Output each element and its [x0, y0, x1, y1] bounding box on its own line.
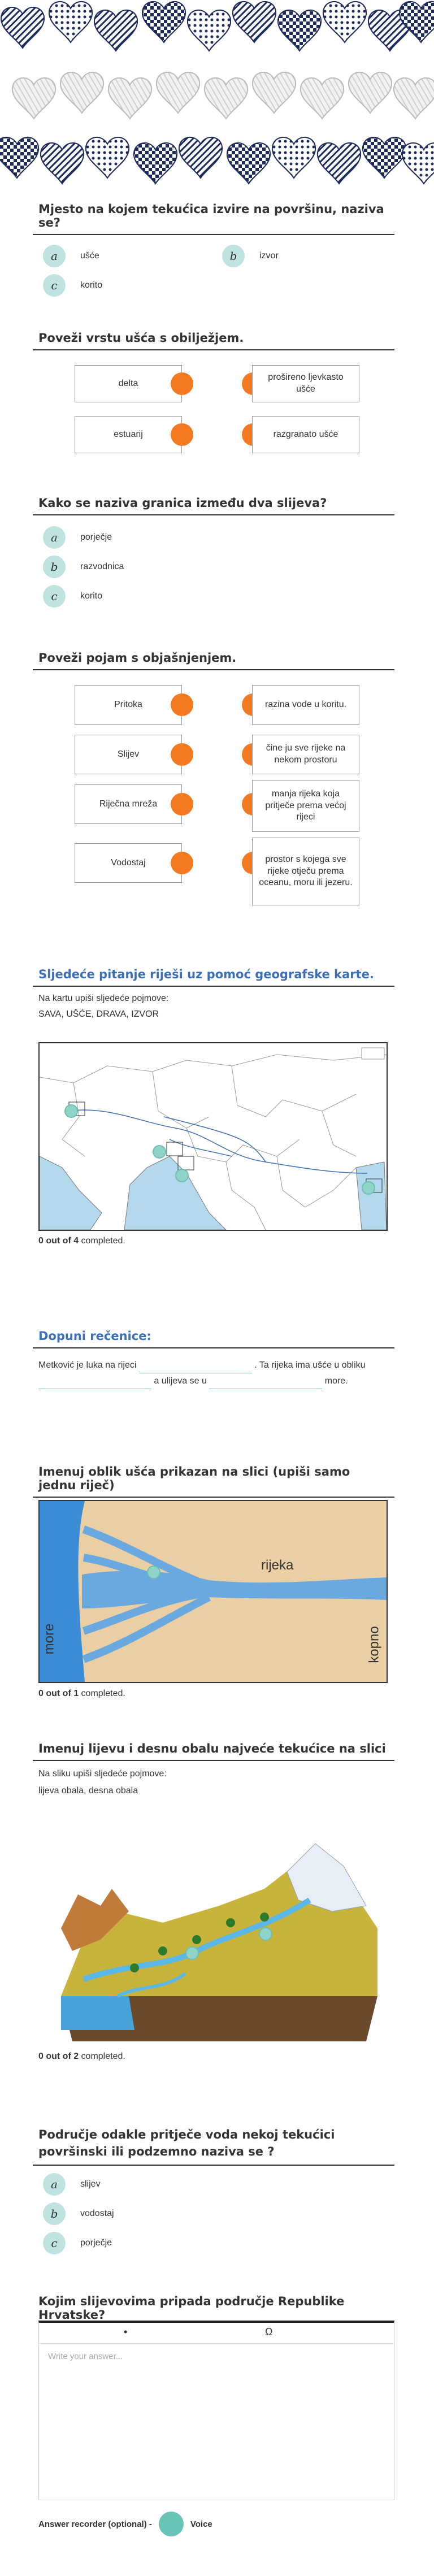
option-b[interactable] [43, 554, 394, 580]
connector-dot[interactable] [171, 793, 193, 816]
option-letter: b [43, 2202, 66, 2225]
option-letter: c [43, 2232, 66, 2254]
map-hotspot-2[interactable] [153, 1145, 166, 1159]
option-text: porječje [80, 2238, 112, 2248]
question-title: Poveži vrstu ušća s obilježjem. [33, 331, 394, 350]
question-3 [33, 496, 394, 621]
label-river: rijeka [261, 1558, 294, 1573]
image-hotspot-2[interactable] [259, 1927, 272, 1941]
blank-input-3[interactable] [209, 1377, 322, 1389]
special-char-icon[interactable]: Ω [265, 2326, 273, 2338]
landscape-drawing [50, 1827, 377, 2041]
recorder-label: Answer recorder (optional) - [38, 2519, 152, 2529]
match-left-delta[interactable]: delta [75, 365, 182, 402]
blank-input-1[interactable] [139, 1361, 252, 1373]
match-right-3[interactable]: manja rijeka koja pritječe prema većoj rijeci [252, 780, 359, 832]
option-text: slijev [80, 2179, 101, 2189]
progress-text: 0 out of 2 completed. [38, 2052, 125, 2061]
option-a[interactable] [43, 2171, 394, 2197]
hearts-banner [0, 0, 434, 187]
question-10 [33, 2295, 394, 2538]
option-text: izvor [259, 251, 279, 261]
terms-list: lijeva obala, desna obala [38, 1786, 138, 1796]
option-letter: a [43, 526, 66, 549]
bullet-list-icon[interactable]: • [124, 2326, 128, 2338]
match-right-1[interactable]: prošireno ljevkasto ušće [252, 365, 359, 402]
option-text: vodostaj [80, 2209, 114, 2218]
question-title: Imenuj lijevu i desnu obalu najveće tekućice na slici [33, 1742, 394, 1761]
answer-editor[interactable] [38, 2321, 394, 2500]
option-text: razvodnica [80, 562, 124, 571]
option-letter: a [43, 245, 66, 267]
map-hotspot-3[interactable] [175, 1169, 189, 1182]
match-right-2[interactable]: razgranato ušće [252, 416, 359, 453]
question-title: Sljedeće pitanje riješi uz pomoć geografske karte. [33, 968, 394, 987]
record-button[interactable] [159, 2512, 184, 2536]
question-6 [33, 1329, 394, 1420]
question-7 [33, 1465, 394, 1714]
map-hotspot-1[interactable] [64, 1104, 78, 1118]
match-left-4[interactable]: Vodostaj [75, 843, 182, 883]
option-text: korito [80, 280, 103, 290]
option-c[interactable] [43, 583, 394, 609]
option-c[interactable] [43, 2230, 394, 2256]
match-right-2[interactable]: čine ju sve rijeke na nekom prostoru [252, 735, 359, 774]
option-letter: b [43, 556, 66, 578]
connector-dot[interactable] [171, 852, 193, 874]
question-title: Kojim slijevovima pripada područje Republike Hrvatske? [38, 2295, 345, 2322]
option-a[interactable] [43, 524, 394, 550]
answer-textarea[interactable]: Write your answer... [48, 2352, 123, 2361]
editor-toolbar [39, 2323, 394, 2344]
connector-dot[interactable] [171, 693, 193, 716]
connector-dot[interactable] [171, 423, 193, 446]
label-sea: more [41, 1623, 57, 1655]
connector-dot[interactable] [171, 372, 193, 395]
question-9 [33, 2126, 394, 2267]
option-b[interactable] [222, 243, 279, 269]
option-letter: a [43, 2173, 66, 2196]
instruction: Na sliku upiši sljedeće pojmove: [38, 1769, 167, 1779]
option-letter: c [43, 585, 66, 608]
match-left-3[interactable]: Riječna mreža [75, 784, 182, 824]
match-right-1[interactable]: razina vode u koritu. [252, 685, 359, 725]
match-left-2[interactable]: Slijev [75, 735, 182, 774]
option-text: porječje [80, 532, 112, 542]
instruction: Na kartu upiši sljedeće pojmove: [38, 994, 169, 1003]
option-text: ušće [80, 251, 99, 261]
fill-sentence: Metković je luka na rijeci . Ta rijeka ima ušće u obliku a ulijeva se u more. [33, 1348, 394, 1389]
voice-label[interactable]: Voice [190, 2519, 212, 2529]
image-hotspot[interactable] [147, 1565, 160, 1579]
option-b[interactable] [43, 2201, 394, 2227]
question-title: Poveži pojam s objašnjenjem. [33, 651, 394, 670]
option-c[interactable] [43, 272, 102, 298]
progress-text: 0 out of 1 completed. [38, 1689, 125, 1698]
option-letter: c [43, 274, 66, 297]
question-title: Dopuni rečenice: [33, 1329, 394, 1348]
option-letter: b [222, 245, 245, 267]
terms-list: SAVA, UŠĆE, DRAVA, IZVOR [38, 1009, 159, 1019]
question-title: Područje odakle pritječe voda nekoj tekućici površinski ili podzemno naziva se ? [33, 2126, 394, 2166]
europe-map [38, 1042, 388, 1231]
estuary-image [38, 1500, 388, 1683]
question-title: Imenuj oblik ušća prikazan na slici (upiši samo jednu riječ) [33, 1465, 394, 1498]
question-1 [33, 202, 394, 304]
connector-dot[interactable] [171, 743, 193, 766]
match-right-4[interactable]: prostor s kojega sve rijeke otječu prema oceanu, moru ili jezeru. [252, 838, 359, 905]
estuary-drawing [40, 1501, 387, 1682]
match-left-estuarij[interactable]: estuarij [75, 416, 182, 453]
question-title: Mjesto na kojem tekućica izvire na površinu, naziva se? [33, 202, 394, 235]
map-hotspot-4[interactable] [362, 1181, 375, 1195]
option-a[interactable] [43, 243, 99, 269]
question-2 [33, 331, 394, 472]
question-title: Kako se naziva granica između dva slijeva? [33, 496, 394, 515]
image-hotspot-1[interactable] [185, 1946, 199, 1960]
answer-recorder [38, 2512, 212, 2536]
landscape-image [50, 1827, 377, 2041]
label-land: kopno [366, 1626, 382, 1663]
question-5 [33, 968, 394, 1307]
match-left-1[interactable]: Pritoka [75, 685, 182, 725]
question-4 [33, 651, 394, 922]
blank-input-2[interactable] [38, 1377, 151, 1389]
option-text: korito [80, 591, 103, 601]
question-8 [33, 1742, 394, 2081]
map-image [40, 1043, 387, 1230]
progress-text: 0 out of 4 completed. [38, 1236, 125, 1246]
hearts-pattern [0, 0, 434, 187]
